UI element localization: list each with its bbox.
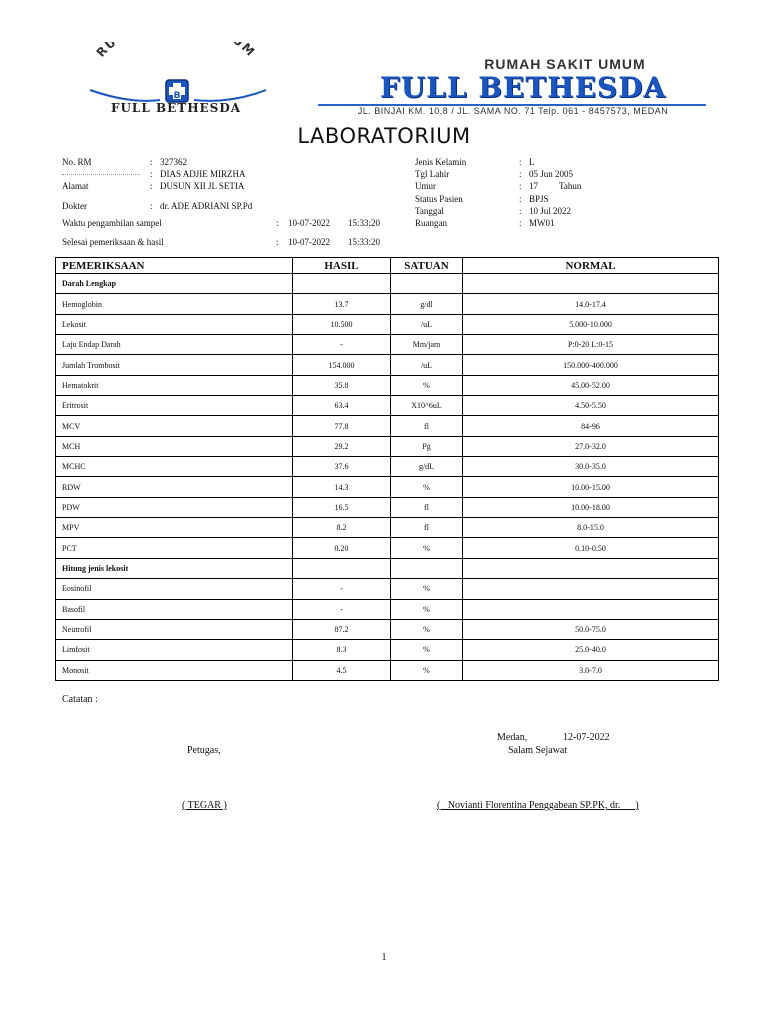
cell-hasil: 87.2: [293, 619, 391, 639]
value-tanggal: 10 Jul 2022: [529, 206, 572, 216]
label-tgl-lahir: Tgl Lahir: [415, 169, 450, 179]
cell-normal: [463, 274, 719, 294]
cell-pemeriksaan: RDW: [56, 477, 293, 497]
cell-hasil: -: [293, 599, 391, 619]
lab-table-body: [56, 274, 719, 681]
hospital-logo: [70, 42, 280, 122]
header-hasil: HASIL: [293, 258, 391, 274]
cell-normal: [463, 558, 719, 578]
value-status-pasien: BPJS: [529, 194, 549, 204]
header-normal: NORMAL: [463, 258, 719, 274]
value-sampling-date: 10-07-2022: [288, 218, 330, 228]
label-umur: Umur: [415, 181, 436, 191]
hospital-address: JL. BINJAI KM. 10,8 / JL. SAMA NO. 71 Telp. 061 - 8457573, MEDAN: [357, 106, 669, 116]
colon: :: [519, 169, 522, 179]
cell-satuan: %: [391, 640, 463, 660]
colon: :: [150, 169, 153, 179]
cell-pemeriksaan: MPV: [56, 518, 293, 538]
cell-normal: 14.0-17.4: [463, 294, 719, 314]
cell-pemeriksaan: PDW: [56, 497, 293, 517]
logo-arc-text: RU M: [93, 42, 259, 60]
cell-hasil: 0.20: [293, 538, 391, 558]
salam-label: Salam Sejawat: [508, 745, 568, 756]
cell-pemeriksaan: Monosit: [56, 660, 293, 680]
colon: :: [150, 157, 153, 167]
cell-satuan: %: [391, 619, 463, 639]
petugas-signature-name: ( TEGAR ): [182, 800, 227, 811]
label-jenis-kelamin: Jenis Kelamin: [415, 157, 467, 167]
cell-normal: [463, 579, 719, 599]
cell-hasil: 8.3: [293, 640, 391, 660]
cell-hasil: 10.500: [293, 314, 391, 334]
cell-pemeriksaan: Jumlah Trombosit: [56, 355, 293, 375]
cell-satuan: %: [391, 477, 463, 497]
cell-normal: 10.00-18.00: [463, 497, 719, 517]
cell-hasil: 63.4: [293, 396, 391, 416]
lab-results-table: [55, 257, 719, 681]
cell-normal: 84-96: [463, 416, 719, 436]
cell-hasil: [293, 558, 391, 578]
colon: :: [519, 181, 522, 191]
colon: :: [150, 181, 153, 191]
cell-pemeriksaan: Limfosit: [56, 640, 293, 660]
cell-satuan: g/dL: [391, 457, 463, 477]
cell-satuan: fl: [391, 416, 463, 436]
page-number: 1: [381, 952, 387, 963]
table-row: [56, 518, 719, 538]
colon: :: [519, 206, 522, 216]
letterhead: [70, 42, 706, 128]
cell-hasil: 154.000: [293, 355, 391, 375]
doctor-signature-name: ( Novianti Florentina Penggabean SP.PK, dr. ): [437, 800, 639, 811]
cell-normal: 10.00-15.00: [463, 477, 719, 497]
table-row: [56, 457, 719, 477]
value-sampling-time: 15:33:20: [348, 218, 381, 228]
table-row: [56, 355, 719, 375]
table-row: [56, 497, 719, 517]
cell-satuan: %: [391, 538, 463, 558]
cell-pemeriksaan: PCT: [56, 538, 293, 558]
cell-normal: 0.10-0.50: [463, 538, 719, 558]
catatan-label: Catatan :: [62, 694, 98, 705]
cell-satuan: /uL: [391, 355, 463, 375]
hospital-name: FULL BETHESDA: [379, 71, 667, 104]
colon: :: [519, 194, 522, 204]
colon: :: [150, 201, 153, 211]
redacted-label: [62, 174, 140, 175]
table-row: [56, 619, 719, 639]
cell-normal: 45.00-52.00: [463, 375, 719, 395]
colon: :: [519, 218, 522, 228]
cell-hasil: 77.8: [293, 416, 391, 436]
petugas-label: Petugas,: [187, 745, 221, 756]
header-pemeriksaan: PEMERIKSAAN: [56, 258, 293, 274]
cell-hasil: 35.8: [293, 375, 391, 395]
cell-pemeriksaan: Eritrosit: [56, 396, 293, 416]
colon: :: [276, 218, 279, 228]
sign-city: Medan,: [497, 732, 528, 743]
colon: :: [276, 237, 279, 247]
table-section-row: [56, 274, 719, 294]
cell-hasil: [293, 274, 391, 294]
label-ruangan: Ruangan: [415, 218, 447, 228]
cell-pemeriksaan: Hitung jenis lekosit: [56, 558, 293, 578]
cell-satuan: %: [391, 660, 463, 680]
cell-satuan: [391, 558, 463, 578]
cell-pemeriksaan: Hematokrit: [56, 375, 293, 395]
cell-satuan: X10^6uL: [391, 396, 463, 416]
table-row: [56, 477, 719, 497]
cell-pemeriksaan: Lekosit: [56, 314, 293, 334]
table-row: [56, 640, 719, 660]
cell-pemeriksaan: Darah Lengkap: [56, 274, 293, 294]
cell-satuan: Mm/jam: [391, 335, 463, 355]
cell-normal: 5.000-10.000: [463, 314, 719, 334]
cell-satuan: Pg: [391, 436, 463, 456]
cell-pemeriksaan: Basofil: [56, 599, 293, 619]
cell-normal: 8.0-15.0: [463, 518, 719, 538]
logo-bottom-text: FULL BETHESDA: [110, 101, 242, 115]
label-status-pasien: Status Pasien: [415, 194, 463, 204]
cell-satuan: /uL: [391, 314, 463, 334]
svg-text:B: B: [173, 91, 181, 101]
cell-normal: 150.000-400.000: [463, 355, 719, 375]
cell-hasil: 4.5: [293, 660, 391, 680]
cell-satuan: %: [391, 375, 463, 395]
colon: :: [519, 157, 522, 167]
cell-normal: 27.0-32.0: [463, 436, 719, 456]
cell-normal: [463, 599, 719, 619]
cell-pemeriksaan: MCV: [56, 416, 293, 436]
label-finish-time: Selesai pemeriksaan & hasil: [62, 237, 164, 247]
label-no-rm: No. RM: [62, 157, 92, 167]
label-sampling-time: Waktu pengambilan sampel: [62, 218, 162, 228]
value-jenis-kelamin: L: [529, 157, 535, 167]
cell-pemeriksaan: Eosinofil: [56, 579, 293, 599]
table-row: [56, 416, 719, 436]
cell-hasil: 29.2: [293, 436, 391, 456]
cell-satuan: fl: [391, 518, 463, 538]
table-section-row: [56, 558, 719, 578]
table-row: [56, 375, 719, 395]
cell-satuan: %: [391, 599, 463, 619]
table-row: [56, 660, 719, 680]
table-row: [56, 294, 719, 314]
table-row: [56, 579, 719, 599]
cell-hasil: 16.5: [293, 497, 391, 517]
label-dokter: Dokter: [62, 201, 87, 211]
cell-pemeriksaan: Laju Endap Darah: [56, 335, 293, 355]
value-finish-date: 10-07-2022: [288, 237, 330, 247]
table-row: [56, 396, 719, 416]
cell-satuan: fl: [391, 497, 463, 517]
cell-normal: 25.0-40.0: [463, 640, 719, 660]
cell-normal: 30.0-35.0: [463, 457, 719, 477]
table-row: [56, 436, 719, 456]
cell-hasil: 8.2: [293, 518, 391, 538]
value-no-rm: 327362: [160, 157, 187, 167]
cell-normal: P:0-20 L:0-15: [463, 335, 719, 355]
cell-pemeriksaan: Neutrofil: [56, 619, 293, 639]
sign-date: 12-07-2022: [563, 732, 610, 743]
header-satuan: SATUAN: [391, 258, 463, 274]
cell-hasil: 13.7: [293, 294, 391, 314]
table-row: [56, 599, 719, 619]
cell-pemeriksaan: MCH: [56, 436, 293, 456]
cell-satuan: g/dl: [391, 294, 463, 314]
cell-hasil: 14.3: [293, 477, 391, 497]
value-umur-unit: Tahun: [559, 181, 582, 191]
cell-hasil: -: [293, 335, 391, 355]
hospital-subtitle: RUMAH SAKIT UMUM: [484, 56, 646, 72]
value-umur: 17: [529, 181, 538, 191]
cell-pemeriksaan: Hemoglobin: [56, 294, 293, 314]
table-row: [56, 335, 719, 355]
cell-hasil: 37.6: [293, 457, 391, 477]
cell-normal: 3.0-7.0: [463, 660, 719, 680]
value-ruangan: MW01: [529, 218, 555, 228]
value-finish-time: 15:33:20: [348, 237, 381, 247]
table-row: [56, 538, 719, 558]
cell-satuan: [391, 274, 463, 294]
cell-normal: 50.0-75.0: [463, 619, 719, 639]
cell-pemeriksaan: MCHC: [56, 457, 293, 477]
value-alamat: DUSUN XII JL SETIA: [160, 181, 245, 191]
value-tgl-lahir: 05 Jun 2005: [529, 169, 574, 179]
label-tanggal: Tanggal: [415, 206, 444, 216]
label-alamat: Alamat: [62, 181, 89, 191]
svg-text:RUMAH SAKIT UMUM: [94, 42, 259, 60]
table-header-row: [56, 258, 719, 274]
cell-normal: 4.50-5.50: [463, 396, 719, 416]
page-title: LABORATORIUM: [297, 124, 471, 148]
cell-satuan: %: [391, 579, 463, 599]
value-patient-name: DIAS ADJIE MIRZHA: [160, 169, 246, 179]
value-dokter: dr. ADE ADRIANI SP.Pd: [160, 201, 253, 211]
cell-hasil: -: [293, 579, 391, 599]
table-row: [56, 314, 719, 334]
